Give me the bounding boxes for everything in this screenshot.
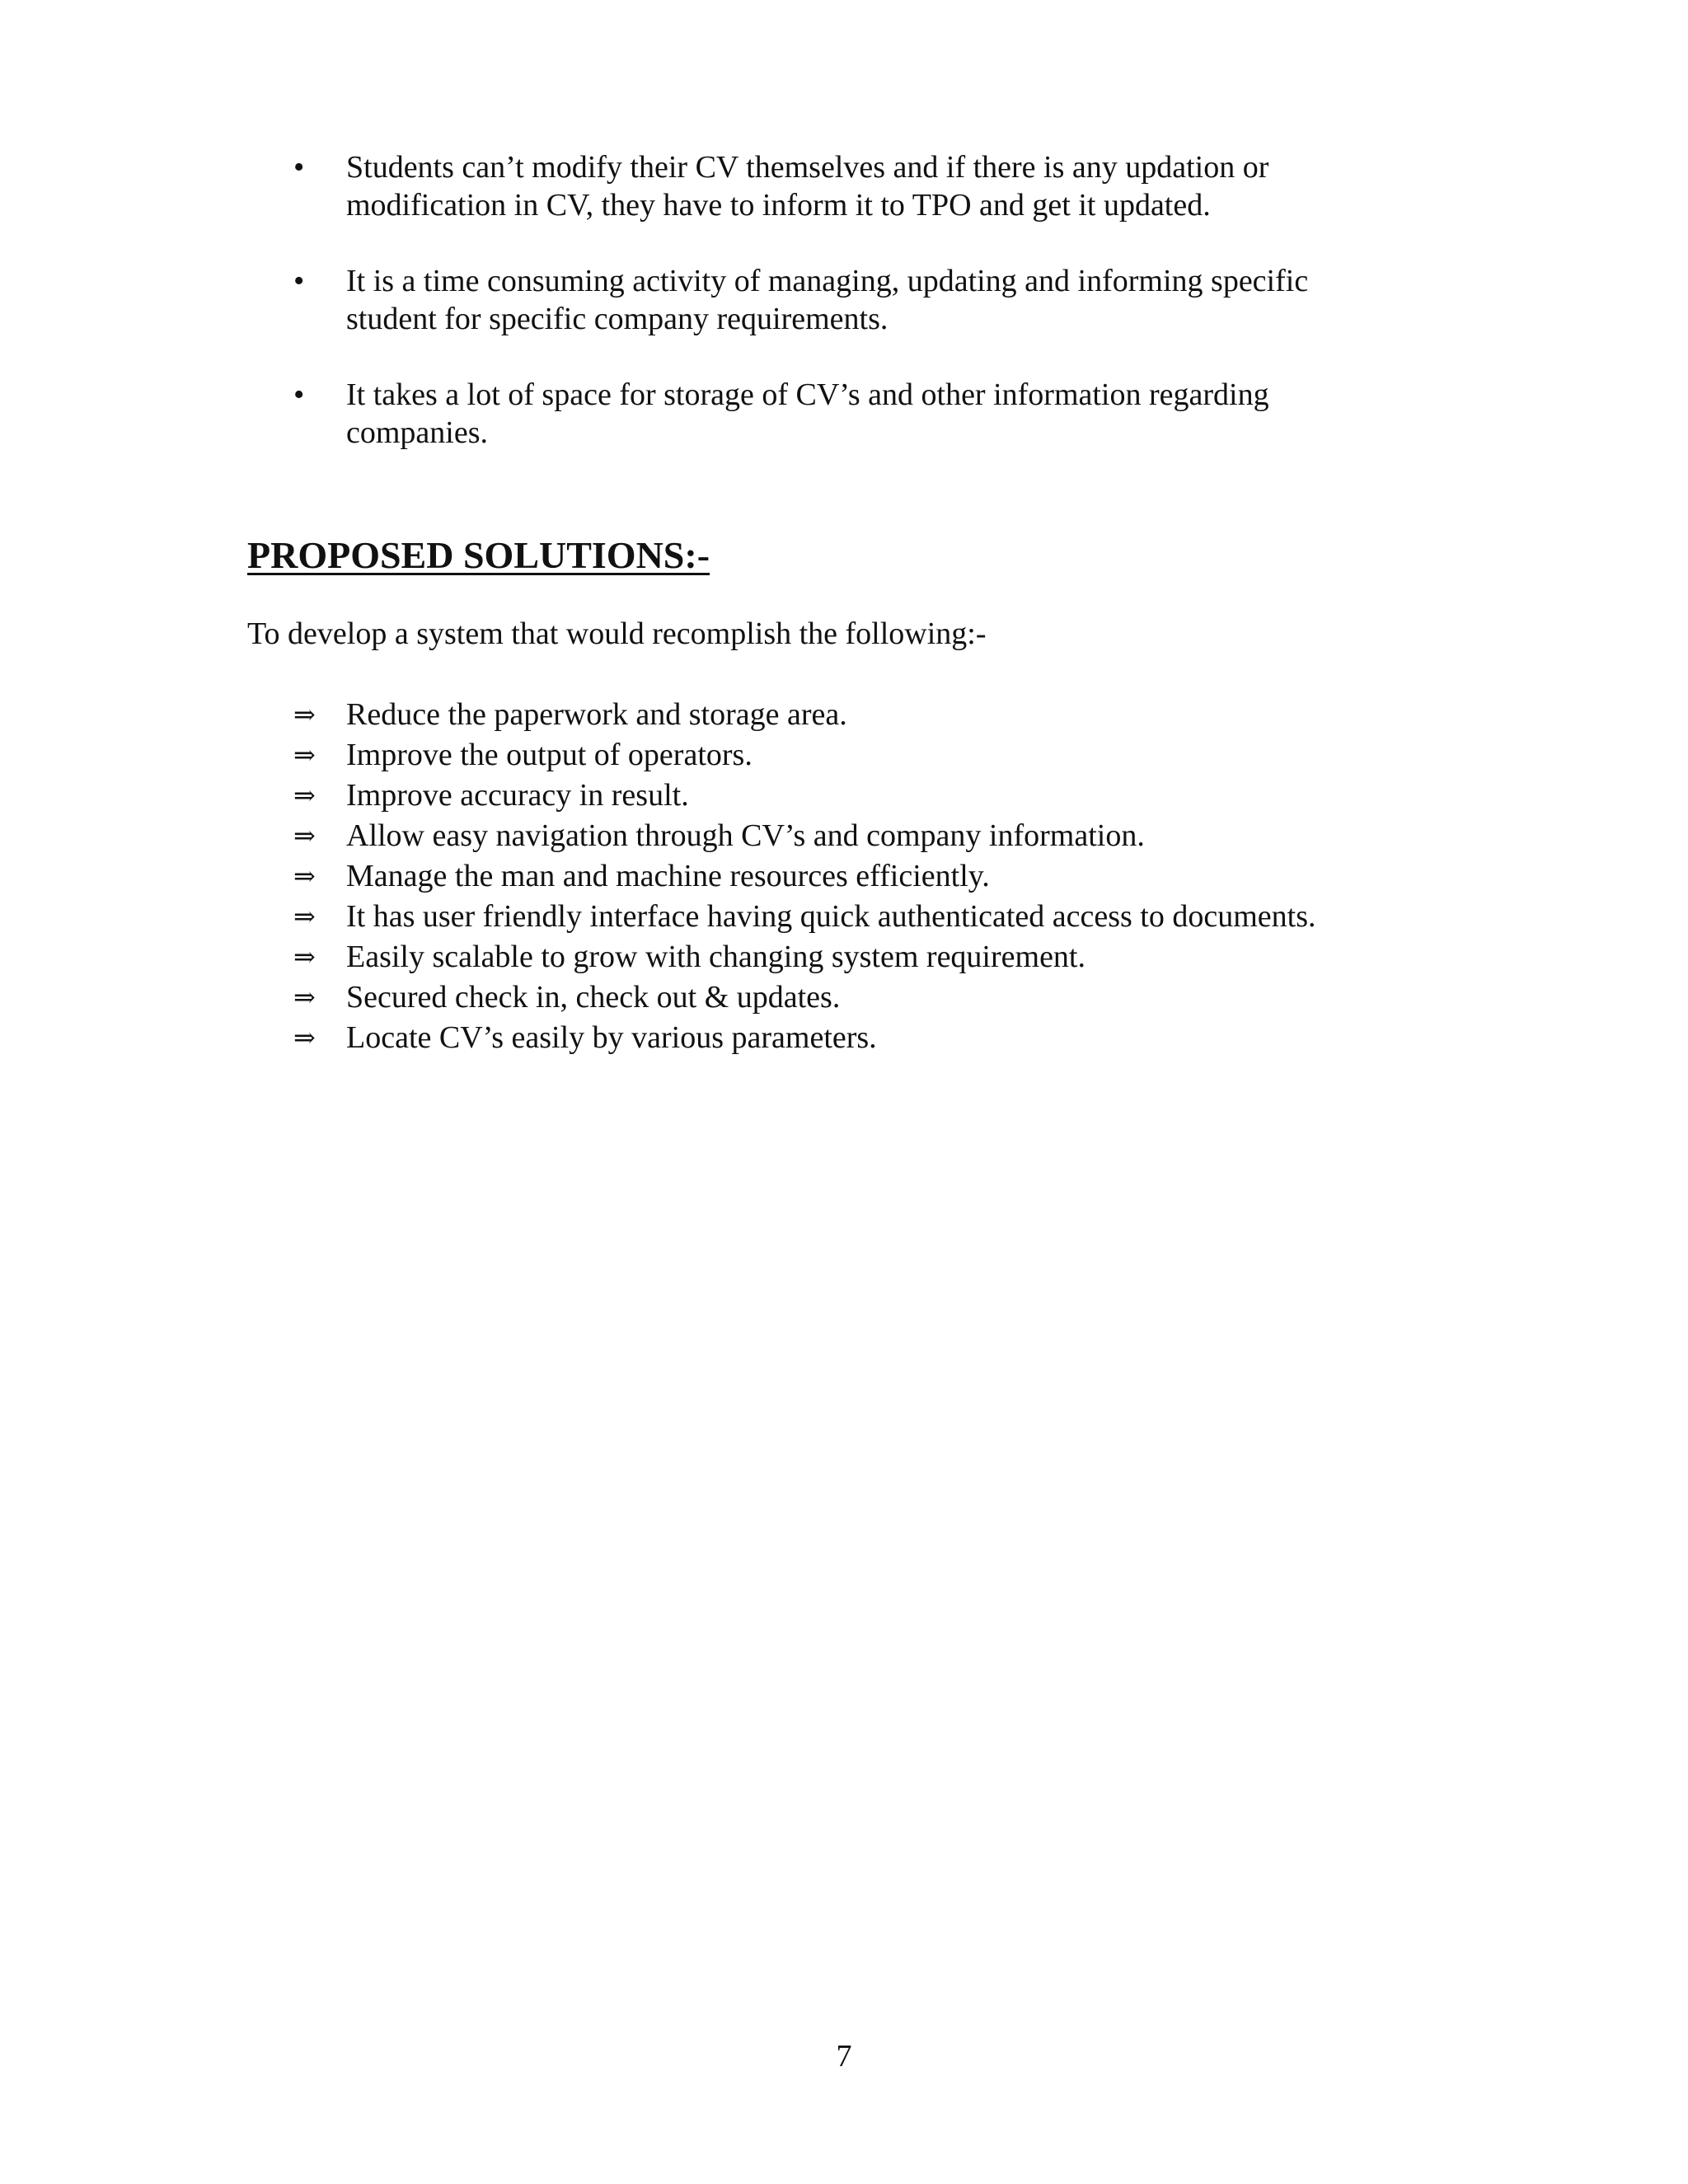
problem-text: Students can’t modify their CV themselves and if there is any updation or modification in CV, they have to inform it to TPO and get it updated. [346,150,1269,223]
solutions-list [293,695,1447,1058]
double-arrow-icon: ⇒ [293,780,316,811]
double-arrow-icon: ⇒ [293,739,316,771]
list-item [293,376,1390,452]
list-item [293,1018,1447,1058]
list-item [293,937,1447,977]
bullet-icon: • [293,264,305,298]
solution-text: It has user friendly interface having quick authenticated access to documents. [346,899,1316,934]
problem-text: It is a time consuming activity of managing, updating and informing specific student for specific company requirements. [346,264,1309,336]
solution-text: Reduce the paperwork and storage area. [346,697,847,732]
double-arrow-icon: ⇒ [293,820,316,851]
list-item [293,856,1447,897]
section-heading: PROPOSED SOLUTIONS:- [247,534,710,576]
list-item [293,816,1447,856]
double-arrow-icon: ⇒ [293,901,316,932]
list-item [293,776,1447,816]
solution-text: Allow easy navigation through CV’s and company information. [346,818,1145,853]
problem-text: It takes a lot of space for storage of CV’s and other information regarding companies. [346,377,1269,450]
list-item [293,977,1447,1018]
solution-text: Easily scalable to grow with changing system requirement. [346,940,1085,974]
list-item [293,262,1390,338]
list-item [293,735,1447,776]
bullet-icon: • [293,150,305,185]
solution-text: Manage the man and machine resources efficiently. [346,859,990,893]
page-number: 7 [836,2039,852,2074]
list-item [293,695,1447,735]
solution-text: Secured check in, check out & updates. [346,980,841,1015]
double-arrow-icon: ⇒ [293,860,316,892]
solution-text: Improve the output of operators. [346,738,753,772]
double-arrow-icon: ⇒ [293,699,316,730]
bullet-icon: • [293,377,305,412]
double-arrow-icon: ⇒ [293,1022,316,1053]
intro-paragraph: To develop a system that would recomplish the following:- [247,616,987,651]
double-arrow-icon: ⇒ [293,941,316,972]
list-item [293,148,1390,224]
solution-text: Locate CV’s easily by various parameters. [346,1020,877,1055]
solution-text: Improve accuracy in result. [346,778,689,813]
list-item [293,897,1447,937]
problems-list [293,148,1390,490]
double-arrow-icon: ⇒ [293,982,316,1013]
